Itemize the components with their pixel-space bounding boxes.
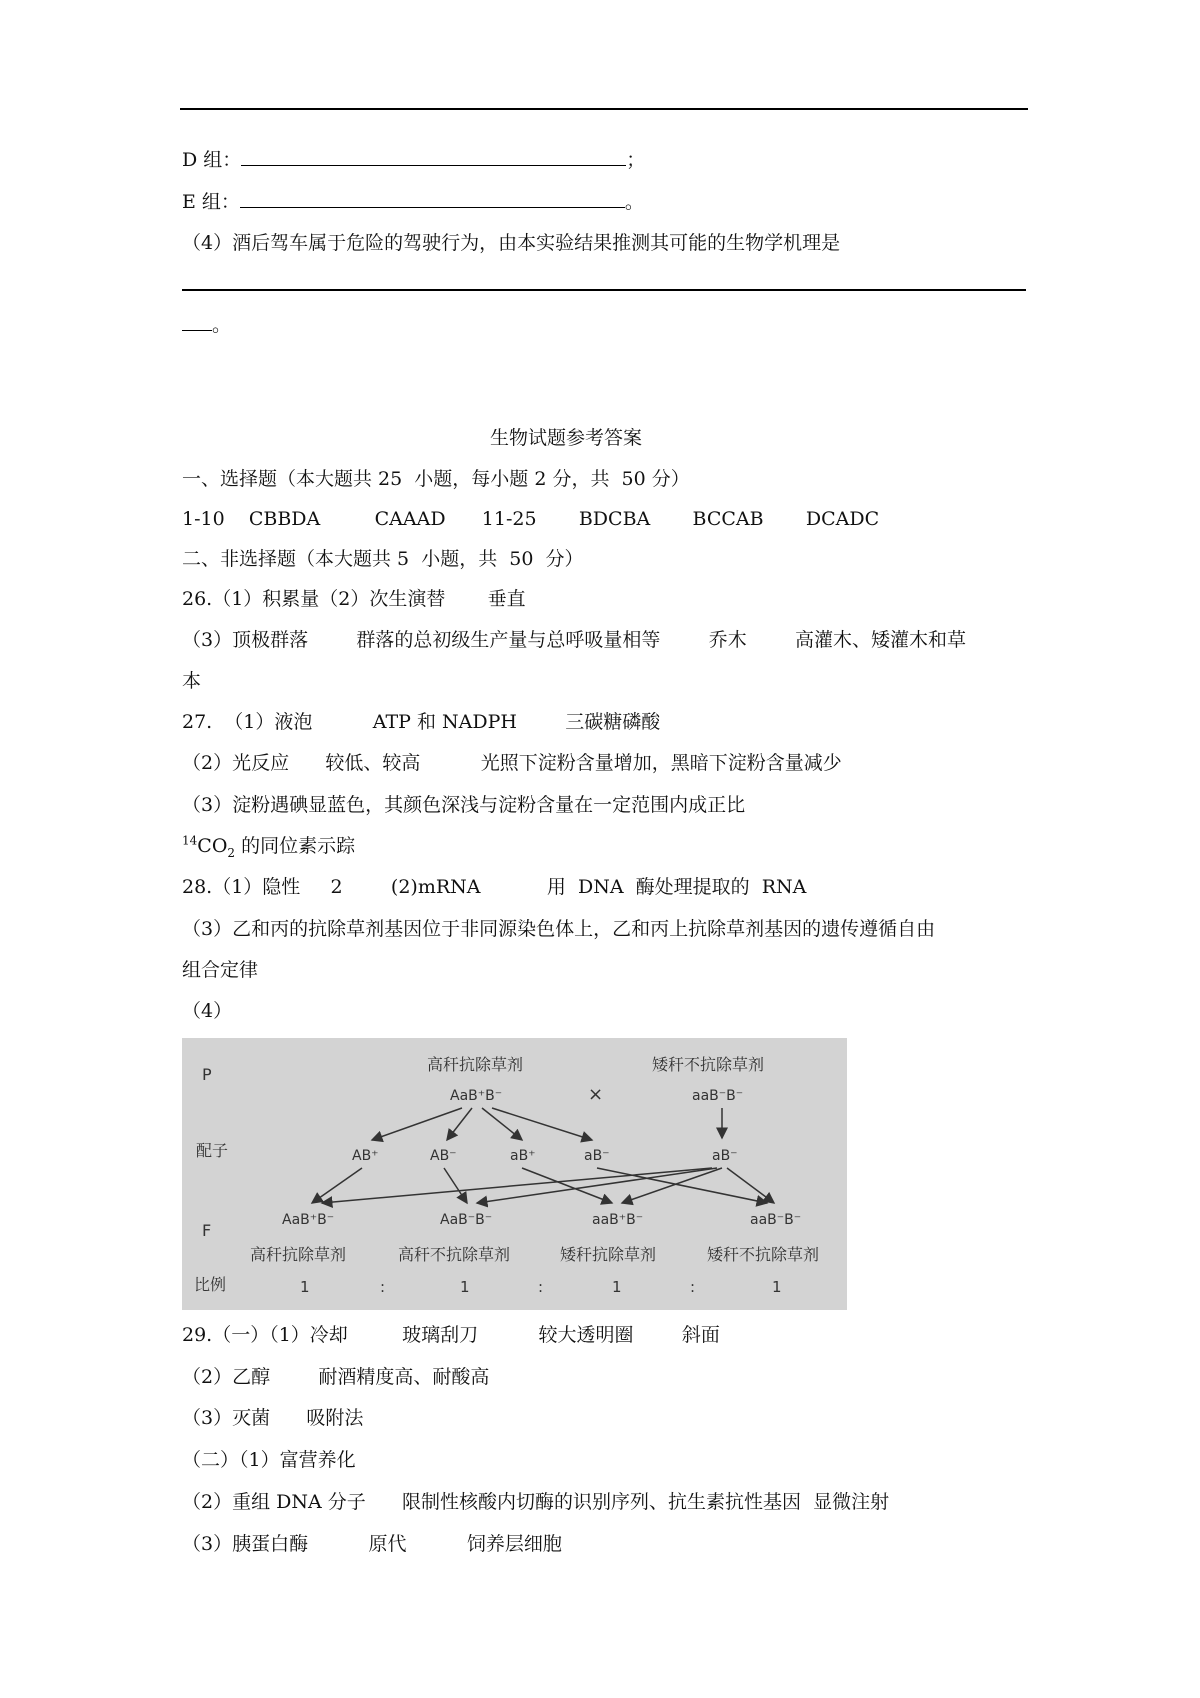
q26-line3-cont: 本	[182, 670, 202, 692]
arrow-g1-f1	[312, 1168, 362, 1203]
d-group-label: D 组：	[182, 149, 242, 171]
section1-heading: 一、选择题（本大题共 25 小题，每小题 2 分，共 50 分）	[182, 468, 690, 490]
q27-line2: （2）光反应 较低、较高 光照下淀粉含量增加，黑暗下淀粉含量减少	[182, 752, 842, 774]
e-group-label: E 组：	[182, 191, 240, 213]
q29-part2-line1: （二）（1）富营养化	[182, 1449, 356, 1471]
ratio-value-4: 1	[772, 1278, 782, 1296]
ratio-value-2: 1	[460, 1278, 470, 1296]
parent2-phenotype: 矮秆不抗除草剂	[652, 1055, 765, 1074]
offspring-phenotype-1: 高秆抗除草剂	[250, 1245, 347, 1264]
arrow-p1-g3	[482, 1108, 522, 1140]
q28-line3: （3）乙和丙的抗除草剂基因位于非同源染色体上，乙和丙上抗除草剂基因的遗传遵循自由	[182, 918, 936, 940]
ratio-value-3: 1	[612, 1278, 622, 1296]
q27-line3: （3）淀粉遇碘显蓝色，其颜色深浅与淀粉含量在一定范围内成正比	[182, 794, 746, 816]
q27-line4	[182, 833, 355, 859]
e-group-line	[182, 189, 644, 215]
offspring-genotype-3: aaB⁺B⁻	[592, 1212, 644, 1228]
q29-part2-line3: （3）胰蛋白酶 原代 饲养层细胞	[182, 1533, 562, 1555]
offspring-phenotype-4: 矮秆不抗除草剂	[707, 1245, 820, 1264]
arrow-p1-g4	[492, 1108, 592, 1140]
q4-text: （4）酒后驾车属于危险的驾驶行为，由本实验结果推测其可能的生物学机理是	[182, 232, 841, 254]
choice-answers: 1-10 CBBDA CAAAD 11-25 BDCBA BCCAB DCADC	[182, 508, 880, 530]
offspring-phenotype-3: 矮秆抗除草剂	[560, 1245, 657, 1264]
section2-heading: 二、非选择题（本大题共 5 小题，共 50 分）	[182, 548, 584, 570]
d-group-end: ；	[626, 149, 646, 171]
e-group-end: 。	[624, 191, 644, 213]
offspring-genotype-4: aaB⁻B⁻	[750, 1212, 802, 1228]
gamete-1: AB⁺	[352, 1148, 379, 1164]
q29-line2: （2）乙醇 耐酒精度高、耐酸高	[182, 1366, 490, 1388]
parent2-genotype: aaB⁻B⁻	[692, 1088, 744, 1104]
q4-answer-blank[interactable]	[182, 289, 1026, 291]
offspring-genotype-2: AaB⁻B⁻	[440, 1212, 493, 1228]
q4-end-line	[182, 312, 231, 338]
gamete-5: aB⁻	[712, 1148, 738, 1164]
isotope-mass: 14	[182, 833, 198, 848]
co2-subscript: 2	[227, 845, 236, 860]
parent1-genotype: AaB⁺B⁻	[450, 1088, 503, 1104]
q27-line4-rest: 的同位素示踪	[235, 835, 356, 857]
row-label-p: P	[202, 1065, 212, 1084]
row-label-f: F	[202, 1221, 212, 1240]
ratio-value-1: 1	[300, 1278, 310, 1296]
ratio-separator-2: :	[538, 1278, 544, 1296]
q28-line4: （4）	[182, 1000, 233, 1022]
q26-line3: （3）顶极群落 群落的总初级生产量与总呼吸量相等 乔木 高灌木、矮灌木和草	[182, 629, 967, 651]
e-group-blank[interactable]	[240, 189, 625, 208]
d-group-blank[interactable]	[241, 147, 626, 166]
arrow-g5-f3	[622, 1168, 722, 1203]
cross-diagram-svg	[182, 1038, 847, 1310]
q27-line1: 27. （1）液泡 ATP 和 NADPH 三碳糖磷酸	[182, 711, 661, 733]
ratio-separator-1: :	[380, 1278, 386, 1296]
arrow-g2-f2	[444, 1168, 467, 1203]
answers-title: 生物试题参考答案	[490, 427, 643, 449]
gamete-4: aB⁻	[584, 1148, 610, 1164]
d-group-line	[182, 147, 645, 173]
q26-line1: 26.（1）积累量（2）次生演替 垂直	[182, 588, 526, 610]
row-label-gamete: 配子	[196, 1141, 229, 1160]
ratio-separator-3: :	[690, 1278, 696, 1296]
top-rule	[180, 108, 1028, 110]
arrow-p1-g1	[372, 1108, 462, 1140]
q28-line1: 28.（1）隐性 2 (2)mRNA 用 DNA 酶处理提取的 RNA	[182, 876, 807, 898]
q29-line1: 29.（一）（1）冷却 玻璃刮刀 较大透明圈 斜面	[182, 1324, 720, 1346]
co2-formula: CO	[197, 835, 228, 857]
arrow-g5-f4	[727, 1168, 774, 1203]
offspring-genotype-1: AaB⁺B⁻	[282, 1212, 335, 1228]
offspring-phenotype-2: 高秆不抗除草剂	[398, 1245, 511, 1264]
gamete-3: aB⁺	[510, 1148, 536, 1164]
row-label-ratio: 比例	[194, 1275, 227, 1294]
arrow-p1-g2	[447, 1108, 472, 1140]
q4-end: 。	[212, 314, 232, 336]
cross-symbol: ×	[588, 1084, 604, 1105]
q29-line3: （3）灭菌 吸附法	[182, 1407, 364, 1429]
q29-part2-line2: （2）重组 DNA 分子 限制性核酸内切酶的识别序列、抗生素抗性基因 显微注射	[182, 1491, 890, 1513]
genetic-cross-diagram	[182, 1038, 847, 1310]
q28-line3-cont: 组合定律	[182, 959, 259, 981]
gamete-2: AB⁻	[430, 1148, 457, 1164]
q4-end-blank[interactable]	[182, 312, 212, 331]
parent1-phenotype: 高秆抗除草剂	[427, 1055, 524, 1074]
